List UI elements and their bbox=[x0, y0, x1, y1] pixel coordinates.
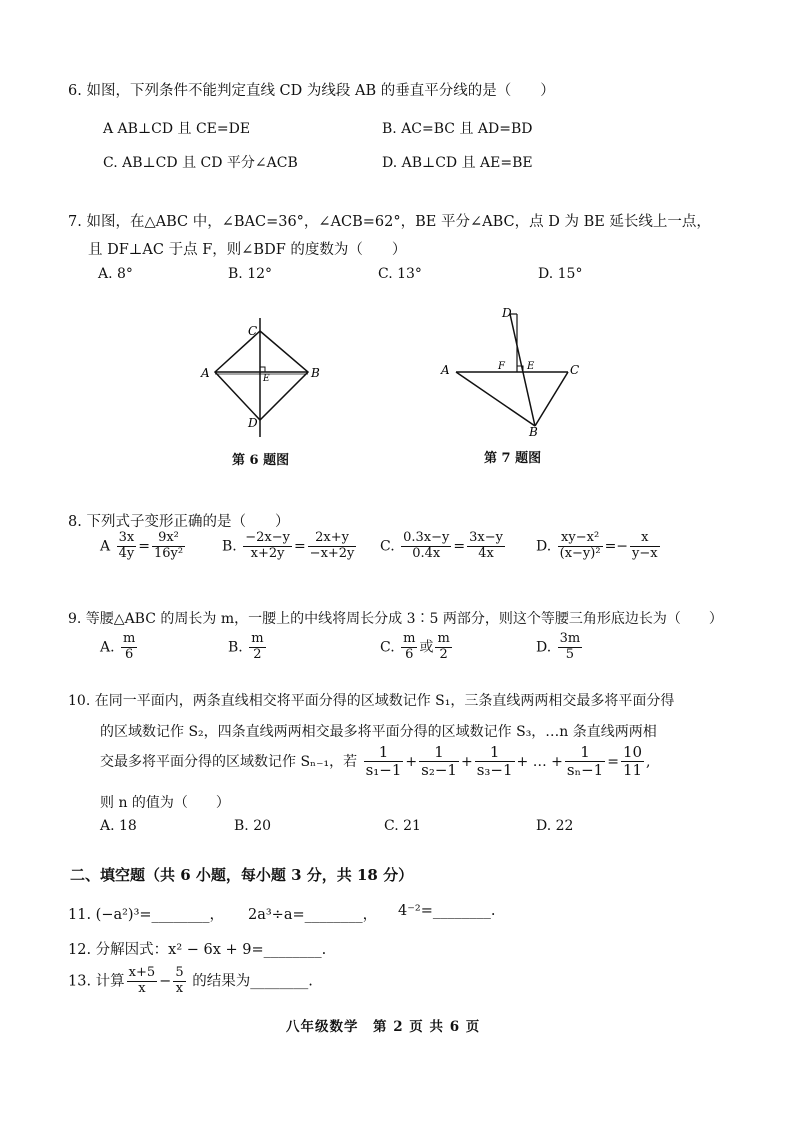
q6-stem: 6. 如图，下列条件不能判定直线 CD 为线段 AB 的垂直平分线的是（ ） bbox=[68, 83, 555, 99]
page-footer: 八年级数学 第 2 页 共 6 页 bbox=[286, 1019, 481, 1035]
q9-option-d: D. $\frac{3m}{5}$ bbox=[536, 631, 581, 662]
q7-option-c: C. 13° bbox=[378, 266, 422, 282]
q10-option-a: A. 18 bbox=[100, 818, 137, 834]
q9-option-a: A. $\frac{m}{6}$ bbox=[100, 631, 136, 662]
figure-7 bbox=[438, 302, 588, 440]
fig7-label-c: C bbox=[570, 363, 580, 377]
fig7-label-a: A bbox=[441, 363, 450, 377]
fig6-label-a: A bbox=[201, 366, 210, 380]
fig6-label-c: C bbox=[248, 324, 258, 338]
q6-option-c: C. AB⊥CD 且 CD 平分∠ACB bbox=[103, 155, 298, 171]
q10-option-d: D. 22 bbox=[536, 818, 574, 834]
q10-line3: 交最多将平面分得的区域数记作 Sₙ₋₁，若 $\frac{1}{\text{s₁−1}}$ + $\frac{1}{\text{s₂−1}}$ + $\frac{1}{\text{s₃−1}}$ + … + $\frac{1}{\text{sₙ−1}}$ = $\frac{10}{11}$ , bbox=[100, 743, 651, 780]
fig7-label-f: F bbox=[498, 361, 505, 372]
q6-option-d: D. AB⊥CD 且 AE=BE bbox=[382, 155, 533, 171]
q8-option-d: D. $\frac{\text{xy−x²}}{\text{(x−y)²}}$ =− $\frac{x}{y-x}$ bbox=[536, 530, 658, 561]
q10-option-b: B. 20 bbox=[234, 818, 272, 834]
q7-option-d: D. 15° bbox=[538, 266, 583, 282]
q9-option-b: B. $\frac{m}{2}$ bbox=[228, 631, 264, 662]
fig6-label-b: B bbox=[311, 366, 320, 380]
q10-line4: 则 n 的值为（ ） bbox=[100, 795, 230, 811]
q11-part2: 2a³÷a=________， bbox=[248, 907, 378, 923]
figure-6-caption: 第 6 题图 bbox=[232, 453, 290, 468]
q6-option-b: B. AC=BC 且 AD=BD bbox=[382, 121, 533, 137]
section-2-heading: 二、填空题（共 6 小题，每小题 3 分，共 18 分） bbox=[70, 866, 414, 884]
figure-7-caption: 第 7 题图 bbox=[484, 451, 542, 466]
q7-stem-line1: 7. 如图，在△ABC 中，∠BAC=36°，∠ACB=62°，BE 平分∠ABC，点 D 为 BE 延长线上一点， bbox=[68, 214, 711, 230]
q7-option-a: A. 8° bbox=[98, 266, 133, 282]
q10-line1: 10. 在同一平面内，两条直线相交将平面分得的区域数记作 S₁，三条直线两两相交最多将平面分得 bbox=[68, 693, 675, 709]
q7-option-b: B. 12° bbox=[228, 266, 273, 282]
q13-text: 13. 计算 $\frac{x+5}{x}$ − $\frac{5}{x}$ 的结果为________. bbox=[68, 965, 313, 996]
figure-6 bbox=[190, 315, 330, 440]
fig7-label-b: B bbox=[529, 425, 538, 439]
q10-line2: 的区域数记作 S₂，四条直线两两相交最多将平面分得的区域数记作 S₃，…n 条直线两两相 bbox=[100, 724, 657, 740]
q11-part1: 11. (−a²)³=________， bbox=[68, 907, 225, 923]
fig7-label-d: D bbox=[502, 306, 512, 320]
fig7-label-e: E bbox=[527, 361, 535, 372]
q12-text: 12. 分解因式：x² − 6x + 9=________. bbox=[68, 942, 327, 958]
q8-stem: 8. 下列式子变形正确的是（ ） bbox=[68, 514, 290, 530]
q11-part3: 4⁻²=________. bbox=[398, 903, 496, 919]
q8-option-b: B. $\frac{-2x-y}{x+2y}$ = $\frac{2x+y}{-x+2y}$ bbox=[222, 530, 355, 561]
fig6-label-e: E bbox=[263, 374, 270, 384]
q6-option-a: A AB⊥CD 且 CE=DE bbox=[103, 121, 251, 137]
q8-option-c: C. $\frac{0.3x-y}{0.4x}$ = $\frac{3x-y}{4x}$ bbox=[380, 530, 503, 561]
fig6-label-d: D bbox=[248, 416, 258, 430]
q9-stem: 9. 等腰△ABC 的周长为 m，一腰上的中线将周长分成 3∶5 两部分，则这个等腰三角形底边长为（ ） bbox=[68, 611, 723, 627]
q8-option-a: A $\frac{3x}{4y}$ = $\frac{\text{9x²}}{\text{16y²}}$ bbox=[100, 530, 184, 561]
q10-option-c: C. 21 bbox=[384, 818, 421, 834]
q9-option-c: C. $\frac{m}{6}$ 或 $\frac{m}{2}$ bbox=[380, 631, 450, 662]
q7-stem-line2: 且 DF⊥AC 于点 F，则∠BDF 的度数为（ ） bbox=[88, 242, 407, 258]
